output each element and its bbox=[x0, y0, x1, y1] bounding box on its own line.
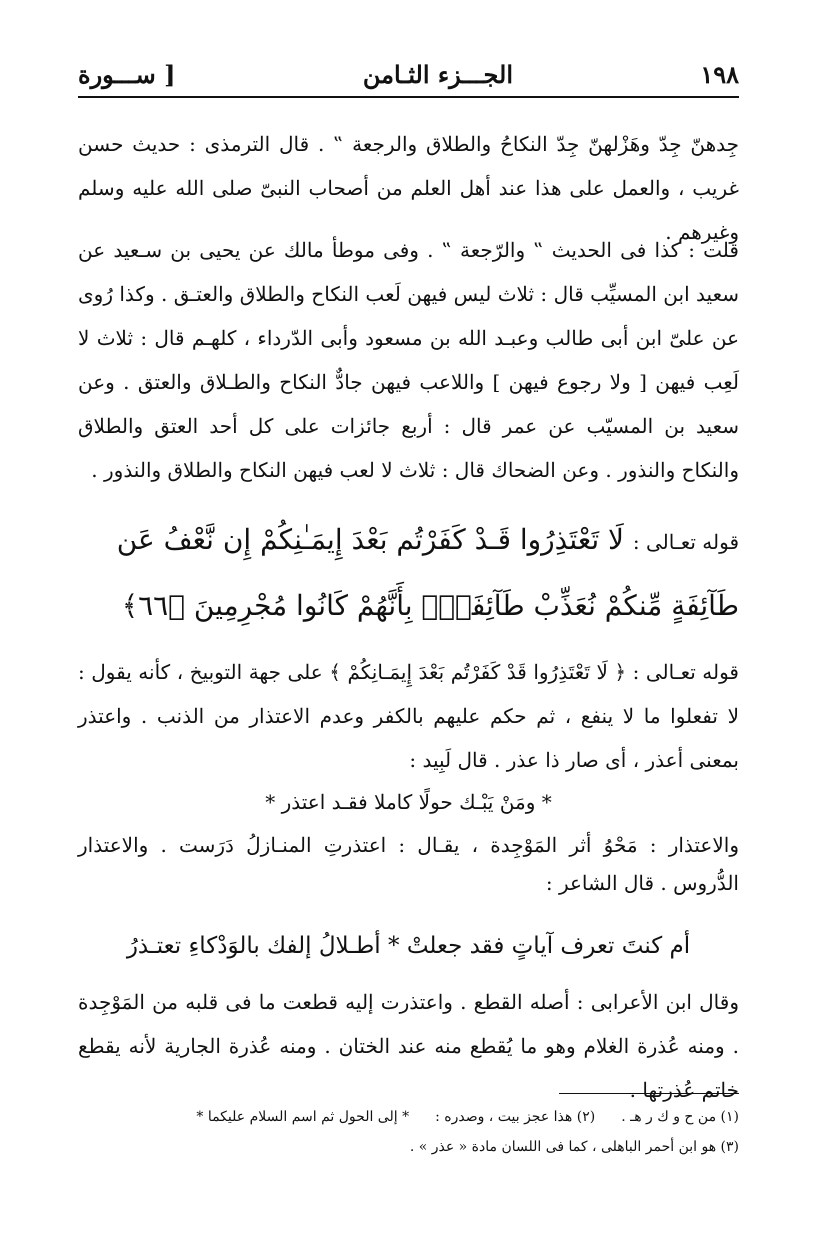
footnotes bbox=[78, 1102, 739, 1162]
paragraph-tafsir: قوله تعـالى : ﴿ لَا تَعْتَذِرُوا قَدْ كَفَرْتُم بَعْدَ إِيمَـانِكُمْ ﴾ على جهة التوبيخ ، كأنه يقول : لا تفعلوا ما لا ينفع ، ثم حكم عليهم بالكفر وعدم الاعتذار من الذنب . واعتذر بمعنى أعذر ، أى صار ذا عذر . قال لَبِيد : bbox=[78, 660, 739, 772]
footnote-1: (١) من ح و ك ر هـ . bbox=[621, 1109, 739, 1125]
footnote-2: (٢) هذا عجز بيت ، وصدره : bbox=[435, 1109, 596, 1125]
verse-lead: قوله تعـالى : bbox=[632, 530, 739, 554]
verse-text: لَا تَعْتَذِرُوا قَـدْ كَفَرْتُم بَعْدَ إِيمَـٰنِكُمْ إِن نَّعْفُ عَن طَآئِفَةٍ مِّنكُمْ نُعَذِّبْ طَآئِفَةَۢ بِأَنَّهُمْ كَانُوا مُجْرِمِينَ ﴿٦٦﴾ bbox=[116, 523, 739, 622]
footnote-3: (٣) هو ابن أحمر الباهلى ، كما فى اللسان مادة « عذر » . bbox=[409, 1139, 739, 1155]
footnote-divider bbox=[559, 1093, 739, 1094]
poem-shair: أم كنتَ تعرف آياتٍ فقد جعلتْ * أطـلالُ إلفك بالوَدْكاءِ تعتـذرُ bbox=[126, 933, 691, 959]
paragraph-hadith: جِدهنّ جِدّ وهَزْلهنّ جِدّ النكاحُ والطلاق والرجعة ‟ . قال الترمذى : حديث حسن غريب ، والعمل على هذا عند أهل العلم من أصحاب النبىّ صلى الله عليه وسلم وغيرهم . bbox=[78, 132, 739, 244]
footnote-row bbox=[78, 1132, 739, 1162]
footnote-2-verse: * إلى الحول ثم اسم السلام عليكما * bbox=[196, 1109, 410, 1125]
poem-labid: * ومَنْ يَبْـك حولًا كاملا فقـد اعتذر * bbox=[265, 790, 552, 814]
page-header bbox=[78, 52, 739, 98]
quran-verse bbox=[78, 508, 739, 636]
page-number: ١٩٨ bbox=[700, 59, 739, 89]
paragraph-commentary: قلت : كذا فى الحديث ‟ والرّجعة ‟ . وفى موطأ مالك عن يحيى بن سـعيد عن سعيد ابن المسيِّب قال : ثلاث ليس فيهن لَعب النكاح والطلاق والعتـق . وكذا رُوى عن علىّ ابن أبى طالب وعبـد الله بن مسعود وأبى الدّرداء ، كلهـم قال : ثلاث لا لَعِب فيهن [ ولا رجوع فيهن ] واللاعب فيهن جادٌّ النكاح والطـلاق والعتق . وعن سعيد بن المسيّب عن عمر قال : أربع جائزات على كل أحد العتق والطلاق والنكاح والنذور . وعن الضحاك قال : ثلاث لا لعب فيهن النكاح والطلاق والنذور . bbox=[78, 238, 739, 482]
main-text bbox=[78, 122, 739, 1102]
surah-mark: [ ســـورة bbox=[78, 59, 176, 89]
footnote-row bbox=[78, 1102, 739, 1132]
paragraph-itizar: والاعتذار : مَحْوُ أثر المَوْجِدة ، يقـال : اعتذرتِ المنـازلُ دَرَست . والاعتذار الدُّروس . قال الشاعر : bbox=[78, 833, 739, 895]
running-title: الجـــزء الثـامن bbox=[362, 59, 513, 89]
paragraph-arabi: وقال ابن الأعرابى : أصله القطع . واعتذرت إليه قطعت ما فى قلبه من المَوْجِدة . ومنه عُذرة الغلام وهو ما يُقطع منه عند الختان . ومنه عُذرة الجارية لأنه يقطع خاتم عُذرتها . bbox=[78, 990, 739, 1102]
